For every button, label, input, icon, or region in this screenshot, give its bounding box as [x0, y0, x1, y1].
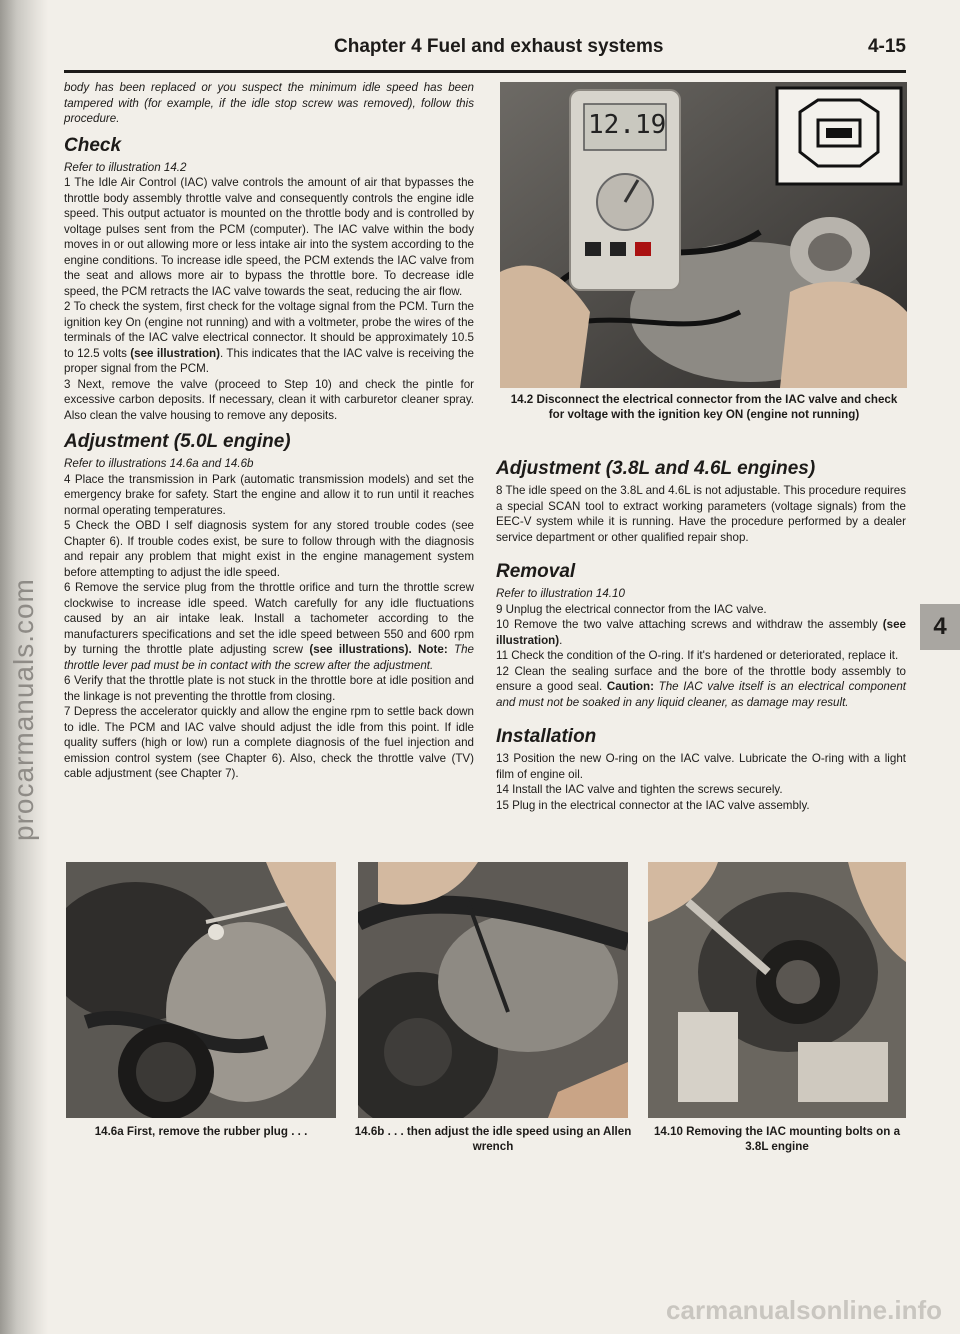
chapter-title: Chapter 4 Fuel and exhaust systems [334, 36, 664, 57]
chapter-side-tab: 4 [920, 604, 960, 650]
step-12: 12 Clean the sealing surface and the bore of the throttle body assembly to ensure a good seal. Caution: The IAC valve itself is an electrical component and must not be soaked in any liquid cleaner, as damage may result. [496, 664, 906, 709]
check-ref: Refer to illustration 14.2 [64, 160, 187, 174]
caption-14-2: 14.2 Disconnect the electrical connector from the IAC valve and check for voltage with the ignition key ON (engine not running) [510, 393, 898, 421]
photo-14-2-voltmeter [500, 82, 907, 388]
removal-heading: Removal [496, 561, 576, 582]
caption-14-6a: 14.6a First, remove the rubber plug . . . [94, 1125, 308, 1138]
step-10: 10 Remove the two valve attaching screws and withdraw the assembly (see illustration). [496, 618, 906, 647]
step-15: 15 Plug in the electrical connector at the IAC valve assembly. [496, 798, 810, 812]
watermark-bottom: carmanualsonline.info [666, 1295, 942, 1325]
step-11: 11 Check the condition of the O-ring. If it's hardened or deteriorated, replace it. [496, 649, 899, 662]
page-number: 4-15 [867, 36, 906, 57]
meter-reading: 12.19 [588, 110, 667, 140]
right-column [496, 450, 906, 813]
watermark-left: procarmanuals.com [8, 578, 39, 842]
step-5: 5 Check the OBD I self diagnosis system for any stored trouble codes (see Chapter 6). If trouble codes exist, be sure to follow through with the diagnosis and repair any problem that might exist in the engine management system before attempting to adjust the idle speed. [64, 519, 474, 579]
step-8: 8 The idle speed on the 3.8L and 4.6L is not adjustable. This procedure requires a special SCAN tool to extract working parameters (voltage signals) from the EEC-V system while it is running. Have the procedure performed by a dealer service department or other qualified repair shop. [496, 484, 906, 544]
caption-14-6b: 14.6b . . . then adjust the idle speed using an Allen wrench [354, 1125, 632, 1153]
step-6b: 6 Verify that the throttle plate is not stuck in the throttle bore at idle position and the linkage is not preventing the throttle from closing. [64, 674, 474, 703]
caption-14-10: 14.10 Removing the IAC mounting bolts on a 3.8L engine [653, 1125, 901, 1153]
check-heading: Check [64, 134, 122, 156]
photo-14-6a [66, 862, 336, 1118]
adjustment-38-heading: Adjustment (3.8L and 4.6L engines) [496, 458, 816, 479]
step-7: 7 Depress the accelerator quickly and allow the engine rpm to settle back down to idle. The PCM and IAC valve should adjust the idle from this point. If idle quality suffers (high or low) run a complete diagnosis of the fuel injection and emission control system (see Chapter 6). Also, check the throttle valve (TV) cable adjustment (see Chapter 7). [64, 705, 474, 780]
step-2: 2 To check the system, first check for the voltage signal from the PCM. Turn the ignition key On (engine not running) and with a voltmeter, probe the wires of the terminals of the IAC valve electrical connector. It should be approximately 10.5 to 12.5 volts (see illustration). This indicates that the IAC valve is receiving the proper signal from the PCM. [64, 300, 475, 375]
step-1: 1 The Idle Air Control (IAC) valve controls the amount of air that bypasses the throttle body assembly throttle valve and consequently controls the engine idle speed. This output actuator is mounted on the throttle body and is controlled by voltage pulses sent from the PCM (computer). The IAC valve within the body moves in or out allowing more or less intake air into the system according to the engine conditions. To increase idle speed, the PCM extends the IAC valve from the seat and allows more air to bypass the throttle bore. To decrease idle speed, the PCM retracts the IAC valve towards the seat, reducing the air flow. [64, 176, 474, 298]
adjustment-50-ref: Refer to illustrations 14.6a and 14.6b [64, 457, 254, 470]
step-4: 4 Place the transmission in Park (automatic transmission models) and set the emergency brake for safety. Start the engine and allow it to run until it reaches normal operating temperatures. [64, 472, 474, 517]
adjustment-50-heading: Adjustment (5.0L engine) [64, 431, 291, 452]
photo-14-10 [648, 862, 906, 1118]
intro-text: body has been replaced or you suspect the minimum idle speed has been tampered with (for example, if the idle stop screw was removed), follow this procedure. [64, 81, 474, 125]
step-3: 3 Next, remove the valve (proceed to Step 10) and check the pintle for excessive carbon deposits. If necessary, clean it with carburetor cleaner spray. Also clean the valve housing to remove any deposits. [64, 377, 474, 422]
step-13: 13 Position the new O-ring on the IAC valve. Lubricate the O-ring with a light film of engine oil. [496, 752, 906, 781]
step-6: 6 Remove the service plug from the throttle orifice and turn the throttle screw clockwise to increase idle speed. Watch carefully for any idle fluctuations caused by an air intake leak. Install a tachometer according to the manufacturers specifications and set the idle speed between 550 and 600 rpm by turning the throttle plate adjusting screw (see illustrations). Note: The throttle lever pad must be in contact with the screw after the adjustment. [64, 581, 474, 672]
installation-heading: Installation [496, 726, 597, 747]
page-header [64, 34, 906, 73]
step-14: 14 Install the IAC valve and tighten the screws securely. [496, 783, 783, 796]
photo-14-6b [358, 862, 628, 1118]
left-column [64, 80, 474, 782]
removal-ref: Refer to illustration 14.10 [496, 587, 625, 600]
step-9: 9 Unplug the electrical connector from the IAC valve. [496, 602, 767, 616]
